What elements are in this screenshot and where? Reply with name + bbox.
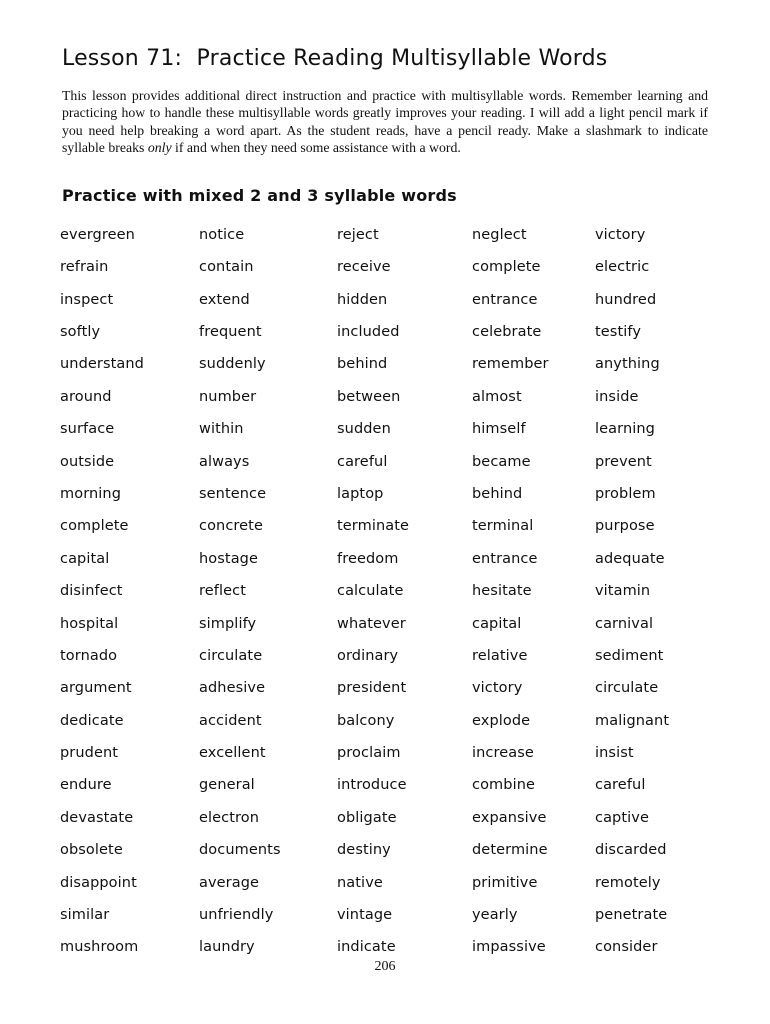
word-cell: receive xyxy=(337,259,391,276)
word-cell: tornado xyxy=(60,647,118,664)
word-cell: capital xyxy=(472,615,522,632)
word-cell: determine xyxy=(472,842,548,859)
word-cell: almost xyxy=(472,388,522,405)
word-cell: destiny xyxy=(337,842,391,859)
word-cell: electric xyxy=(595,259,650,276)
word-cell: electron xyxy=(199,809,260,826)
word-cell: discarded xyxy=(595,842,667,859)
word-cell: argument xyxy=(60,680,132,697)
word-cell: calculate xyxy=(337,583,404,600)
word-cell: circulate xyxy=(595,680,659,697)
word-list-grid xyxy=(60,219,706,964)
word-cell: sediment xyxy=(595,647,664,664)
word-cell: testify xyxy=(595,323,642,340)
word-cell: primitive xyxy=(472,874,538,891)
word-cell: within xyxy=(199,421,244,438)
word-cell: problem xyxy=(595,485,656,502)
word-cell: insist xyxy=(595,745,634,762)
word-cell: obligate xyxy=(337,809,397,826)
word-cell: laptop xyxy=(337,485,384,502)
word-cell: general xyxy=(199,777,255,794)
word-cell: disinfect xyxy=(60,583,123,600)
word-cell: included xyxy=(337,323,400,340)
word-cell: understand xyxy=(60,356,144,373)
word-cell: penetrate xyxy=(595,907,668,924)
word-cell: simplify xyxy=(199,615,257,632)
word-cell: learning xyxy=(595,421,655,438)
word-cell: terminal xyxy=(472,518,534,535)
word-cell: inside xyxy=(595,388,639,405)
word-cell: careful xyxy=(595,777,646,794)
word-cell: endure xyxy=(60,777,112,794)
word-cell: suddenly xyxy=(199,356,266,373)
word-cell: reject xyxy=(337,226,379,243)
word-cell: celebrate xyxy=(472,323,542,340)
word-cell: adhesive xyxy=(199,680,266,697)
section-heading: Practice with mixed 2 and 3 syllable words xyxy=(62,185,457,205)
word-cell: sentence xyxy=(199,485,267,502)
word-cell: entrance xyxy=(472,291,538,308)
word-cell: prudent xyxy=(60,745,119,762)
word-cell: outside xyxy=(60,453,115,470)
word-cell: carnival xyxy=(595,615,654,632)
word-cell: increase xyxy=(472,745,534,762)
word-cell: consider xyxy=(595,939,658,956)
word-cell: captive xyxy=(595,809,649,826)
word-cell: became xyxy=(472,453,531,470)
word-cell: balcony xyxy=(337,712,395,729)
word-cell: circulate xyxy=(199,647,263,664)
word-cell: remember xyxy=(472,356,549,373)
word-cell: number xyxy=(199,388,257,405)
word-cell: sudden xyxy=(337,421,391,438)
intro-italic-word: only xyxy=(147,140,172,156)
word-cell: dedicate xyxy=(60,712,124,729)
word-cell: ordinary xyxy=(337,647,399,664)
word-cell: laundry xyxy=(199,939,255,956)
word-cell: careful xyxy=(337,453,388,470)
word-cell: hospital xyxy=(60,615,119,632)
word-cell: accident xyxy=(199,712,262,729)
word-cell: complete xyxy=(472,259,541,276)
word-cell: between xyxy=(337,388,401,405)
intro-text-before-italic: This lesson provides additional direct instruction and practice with multisyllable words. Remember learning and practicing how to handle these multisyllable words greatly improves your reading. I will add a light pencil mark if you need help breaking a word apart. As the student reads, have a pencil ready. Make a slashmark to indicate syllable breaks xyxy=(62,88,708,156)
word-cell: contain xyxy=(199,259,254,276)
word-cell: unfriendly xyxy=(199,907,274,924)
word-cell: capital xyxy=(60,550,110,567)
word-cell: expansive xyxy=(472,809,547,826)
word-cell: remotely xyxy=(595,874,661,891)
word-cell: impassive xyxy=(472,939,546,956)
word-cell: notice xyxy=(199,226,245,243)
lesson-title: Lesson 71: Practice Reading Multisyllable Words xyxy=(62,46,608,71)
word-cell: entrance xyxy=(472,550,538,567)
word-cell: anything xyxy=(595,356,660,373)
word-cell: freedom xyxy=(337,550,399,567)
word-cell: victory xyxy=(595,226,646,243)
word-cell: average xyxy=(199,874,260,891)
word-cell: frequent xyxy=(199,323,262,340)
word-cell: whatever xyxy=(337,615,406,632)
word-cell: vitamin xyxy=(595,583,651,600)
word-cell: concrete xyxy=(199,518,263,535)
word-cell: prevent xyxy=(595,453,652,470)
intro-paragraph xyxy=(62,87,708,157)
word-cell: complete xyxy=(60,518,129,535)
word-cell: vintage xyxy=(337,907,393,924)
page-number: 206 xyxy=(374,959,396,974)
word-cell: hundred xyxy=(595,291,657,308)
word-cell: yearly xyxy=(472,907,518,924)
word-cell: combine xyxy=(472,777,536,794)
word-cell: terminate xyxy=(337,518,410,535)
word-cell: indicate xyxy=(337,939,396,956)
word-cell: softly xyxy=(60,323,101,340)
word-cell: always xyxy=(199,453,250,470)
word-cell: refrain xyxy=(60,259,109,276)
word-cell: behind xyxy=(337,356,388,373)
word-cell: president xyxy=(337,680,407,697)
word-cell: excellent xyxy=(199,745,266,762)
word-cell: proclaim xyxy=(337,745,401,762)
word-cell: obsolete xyxy=(60,842,123,859)
word-cell: devastate xyxy=(60,809,134,826)
intro-text-after-italic: if and when they need some assistance with a word. xyxy=(171,140,461,156)
word-cell: documents xyxy=(199,842,281,859)
word-cell: around xyxy=(60,388,112,405)
word-cell: reflect xyxy=(199,583,246,600)
word-cell: behind xyxy=(472,485,523,502)
word-cell: adequate xyxy=(595,550,665,567)
word-cell: disappoint xyxy=(60,874,137,891)
word-cell: himself xyxy=(472,421,526,438)
word-cell: hesitate xyxy=(472,583,532,600)
word-cell: hidden xyxy=(337,291,388,308)
word-cell: extend xyxy=(199,291,250,308)
word-cell: neglect xyxy=(472,226,527,243)
word-cell: purpose xyxy=(595,518,655,535)
word-cell: evergreen xyxy=(60,226,135,243)
word-cell: relative xyxy=(472,647,528,664)
word-cell: morning xyxy=(60,485,122,502)
word-cell: introduce xyxy=(337,777,407,794)
word-cell: similar xyxy=(60,907,110,924)
word-cell: mushroom xyxy=(60,939,139,956)
word-cell: hostage xyxy=(199,550,259,567)
word-cell: explode xyxy=(472,712,531,729)
word-cell: native xyxy=(337,874,383,891)
word-cell: inspect xyxy=(60,291,114,308)
word-cell: surface xyxy=(60,421,115,438)
word-cell: victory xyxy=(472,680,523,697)
word-cell: malignant xyxy=(595,712,670,729)
